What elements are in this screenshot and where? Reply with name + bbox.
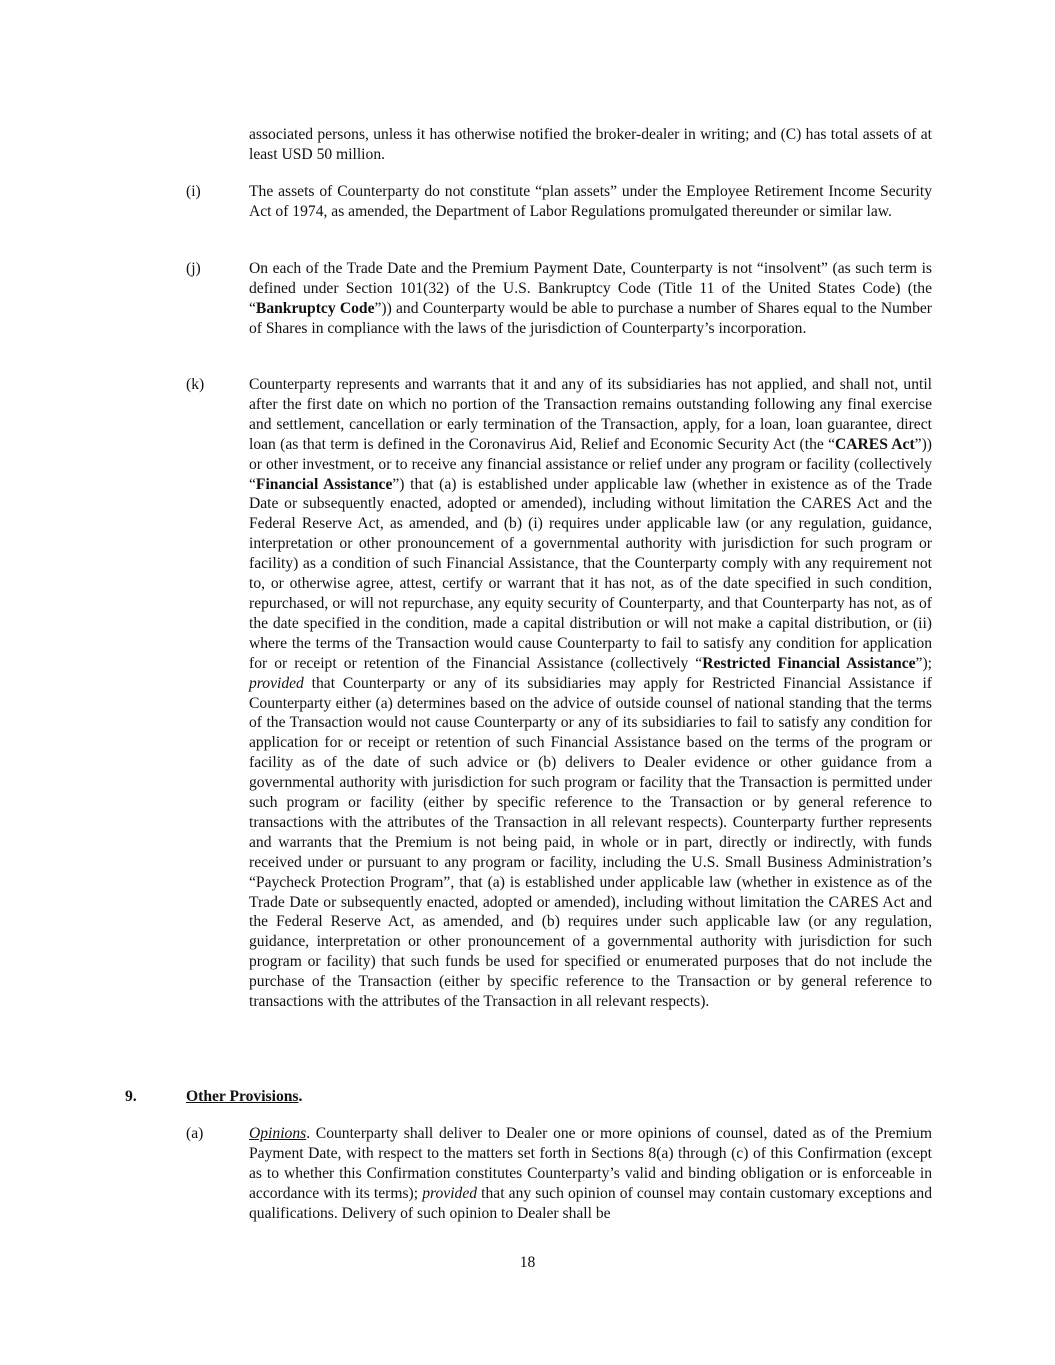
- clause-i-paragraph: [249, 182, 932, 222]
- section-clause-a-text-1: . Counterparty shall deliver to Dealer one or more opinions of counsel, dated as of the Premium Payment Date, with respect to the matters set forth in Sections 8(a) through (c) of this Confirmation (except as to whether this Confirmation constitutes Counterparty’s valid and binding obligation or is enforceable in accordance with its terms);: [249, 1125, 932, 1202]
- defined-term-financial-assistance: Financial Assistance: [255, 475, 393, 493]
- clause-k-text-4: ”);: [915, 654, 932, 672]
- intro-paragraph: [249, 125, 932, 165]
- clause-i-text: The assets of Counterparty do not constitute “plan assets” under the Employee Retirement Income Security Act of 1974, as amended, the Department of Labor Regulations promulgated thereunder or similar law.: [249, 183, 932, 220]
- section-clause-a-label: (a): [186, 1125, 204, 1142]
- clause-j-label: (j): [186, 260, 201, 277]
- clause-k-text-5: that Counterparty or any of its subsidiaries may apply for Restricted Financial Assistance if Counterparty either (a) determines based on the advice of outside counsel of national standing that the terms of the Transaction would not cause Counterparty or any of its subsidiaries to fail to satisfy any condition for application for or receipt or retention of such Financial Assistance based on the terms of the program or facility as of the date of such advice or (b) delivers to Dealer evidence or other guidance from a governmental authority with jurisdiction for such program or facility that the Transaction is permitted under such program or facility (either by specific reference to the Transaction or by general reference to transactions with the attributes of the Transaction in all relevant respects). Counterparty further represents and warrants that the Premium is not being paid, in whole or in part, directly or indirectly, with funds received under or pursuant to any program or facility, including the U.S. Small Business Administration’s “Paycheck Protection Program”, that (a) is established under applicable law (whether in existence as of the Trade Date or subsequently enacted, adopted or amended), including without limitation the CARES Act and the Federal Reserve Act, as amended, and (b) requires under such applicable law (or any regulation, guidance, interpretation or other pronouncement of a governmental authority with jurisdiction for such program or facility) that such funds be used for specified or enumerated purposes that do not include the purchase of the Transaction (either by specific reference to the Transaction or by general reference to transactions with the attributes of the Transaction in all relevant respects).: [249, 674, 932, 1011]
- clause-k-paragraph: [249, 375, 932, 1012]
- clause-j-text-2: ”)) and Counterparty would be able to purchase a number of Shares equal to the Number of Shares in compliance with the laws of the jurisdiction of Counterparty’s incorporation.: [249, 299, 932, 337]
- section-number: 9.: [125, 1088, 137, 1105]
- section-clause-a-text-2: that any such opinion of counsel may contain customary exceptions and qualifications. Delivery of such opinion to Dealer shall be: [249, 1184, 932, 1222]
- clause-i-label: (i): [186, 183, 201, 200]
- clause-k-italic-provided: provided: [249, 674, 304, 692]
- clause-k-text-2: ”)) or other investment, or to receive any financial assistance or relief under any program or facility (collectively “: [249, 435, 932, 493]
- defined-term-restricted-financial-assistance: Restricted Financial Assistance: [702, 654, 916, 672]
- clause-j-text-1: On each of the Trade Date and the Premium Payment Date, Counterparty is not “insolvent” (as such term is defined under Section 101(32) of the U.S. Bankruptcy Code (Title 11 of the United States Code) (the “: [249, 260, 932, 317]
- intro-text: associated persons, unless it has otherwise notified the broker-dealer in writing; and (C) has total assets of at least USD 50 million.: [249, 126, 932, 163]
- section-clause-a-heading: Opinions: [249, 1125, 307, 1142]
- section-clause-a-paragraph: [249, 1124, 932, 1224]
- page-number: 18: [519, 1254, 536, 1271]
- section-title-text: Other Provisions: [186, 1088, 299, 1105]
- clause-k-label: (k): [186, 376, 205, 393]
- defined-term-cares-act: CARES Act: [835, 435, 915, 453]
- section-title: [186, 1087, 302, 1107]
- section-title-suffix: .: [298, 1088, 303, 1105]
- defined-term-bankruptcy-code: Bankruptcy Code: [255, 299, 375, 317]
- clause-k-text-3: ”) that (a) is established under applicable law (whether in existence as of the Trade Date or subsequently enacted, adopted or amended), including without limitation the CARES Act and the Federal Reserve Act, as amended, and (b) (i) requires under applicable law (or any regulation, guidance, interpretation or other pronouncement of a governmental authority with jurisdiction for such program or facility) as a condition of such Financial Assistance, that the Counterparty comply with any requirement not to, or otherwise agree, attest, certify or warrant that it has not, as of the date specified in such condition, repurchased, or will not repurchase, any equity security of Counterparty, and that Counterparty has not, as of the date specified in the condition, made a capital distribution or will not make a capital distribution, or (ii) where the terms of the Transaction would cause Counterparty to fail to satisfy any condition for application for or receipt or retention of the Financial Assistance (collectively “: [249, 475, 932, 672]
- clause-k-text-1: Counterparty represents and warrants that it and any of its subsidiaries has not applied, and shall not, until after the first date on which no portion of the Transaction remains outstanding following any final exercise and settlement, cancellation or early termination of the Transaction, apply, for a loan, loan guarantee, direct loan (as that term is defined in the Coronavirus Aid, Relief and Economic Security Act (the “: [249, 376, 932, 453]
- clause-j-paragraph: [249, 259, 932, 339]
- section-clause-a-italic-provided: provided: [422, 1184, 478, 1202]
